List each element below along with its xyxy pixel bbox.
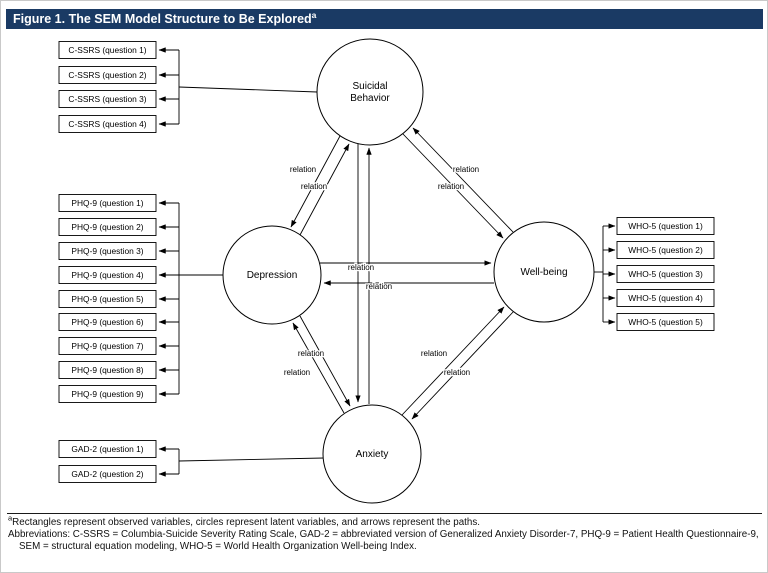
observed-box-label: PHQ-9 (question 6) [71,317,144,327]
observed-box-label: WHO-5 (question 5) [628,317,703,327]
relation-label: relation [443,368,471,377]
observed-box-label: C-SSRS (question 3) [68,94,147,104]
latent-label-depression: Depression [246,270,298,281]
relation-label: relation [347,263,375,272]
footnote-abbreviations: Abbreviations: C-SSRS = Columbia-Suicide Severity Rating Scale, GAD-2 = abbreviated version of Generalized Anxiety Disorder-7, PHQ-9 = Patient Health Questionnaire-9, SEM = structural equation modeling, WHO-5 = World Health Organization Well-being Index. [8,529,759,552]
footnote-divider [7,513,762,514]
latent-connector [179,458,324,461]
observed-box-label: PHQ-9 (question 4) [71,270,144,280]
cssrs-boxes [59,42,156,133]
observed-box-label: C-SSRS (question 1) [68,45,147,55]
relation-label: relation [452,165,480,174]
footnote-note-text: Rectangles represent observed variables, circles represent latent variables, and arrows represent the paths. [12,517,480,528]
observed-box-label: PHQ-9 (question 1) [71,198,144,208]
who5-boxes [617,218,714,331]
observed-box-label: PHQ-9 (question 7) [71,341,144,351]
observed-box-label: GAD-2 (question 2) [71,469,144,479]
observed-box-label: PHQ-9 (question 9) [71,389,144,399]
latent-label-suicidal-behavior-line2: Behavior [350,93,390,104]
observed-box-label: PHQ-9 (question 5) [71,294,144,304]
relation-arrow [402,307,504,415]
observed-box-label: WHO-5 (question 1) [628,221,703,231]
latent-circle-suicidal-behavior [317,39,423,145]
observed-box-label: C-SSRS (question 2) [68,70,147,80]
relation-arrow [413,128,513,232]
relation-paths [291,128,514,419]
relation-label: relation [297,349,325,358]
relation-label: relation [365,282,393,291]
relation-label: relation [283,368,311,377]
observed-box-label: PHQ-9 (question 3) [71,246,144,256]
latent-circles [223,39,594,503]
relation-label: relation [289,165,317,174]
observed-box-label: WHO-5 (question 2) [628,245,703,255]
latent-connector [179,87,317,92]
relation-label: relation [420,349,448,358]
relation-label: relation [437,182,465,191]
latent-label-anxiety: Anxiety [355,449,389,460]
latent-label-suicidal-behavior-line1: Suicidal [352,81,388,92]
observed-box-label: WHO-5 (question 4) [628,293,703,303]
gad2-boxes [59,441,156,483]
gad2-indicator-lines [159,449,324,474]
sem-diagram [1,29,768,513]
cssrs-indicator-lines [159,50,317,124]
figure-title-bar [6,9,763,29]
footnote-marker: a [8,513,13,523]
latent-label-well-being: Well-being [520,267,568,278]
phq9-boxes [59,195,156,403]
observed-box-label: PHQ-9 (question 8) [71,365,144,375]
footnote-note [8,513,762,529]
who5-indicator-lines [594,226,615,322]
figure-title-superscript: a [311,9,317,20]
observed-box-label: C-SSRS (question 4) [68,119,147,129]
observed-box-label: GAD-2 (question 1) [71,444,144,454]
figure-title: Figure 1. The SEM Model Structure to Be Explored [13,12,312,26]
relation-label: relation [300,182,328,191]
footnote-section [8,513,762,553]
observed-box-label: WHO-5 (question 3) [628,269,703,279]
phq9-indicator-lines [159,203,223,394]
relation-arrow [412,311,514,419]
observed-box-label: PHQ-9 (question 2) [71,222,144,232]
